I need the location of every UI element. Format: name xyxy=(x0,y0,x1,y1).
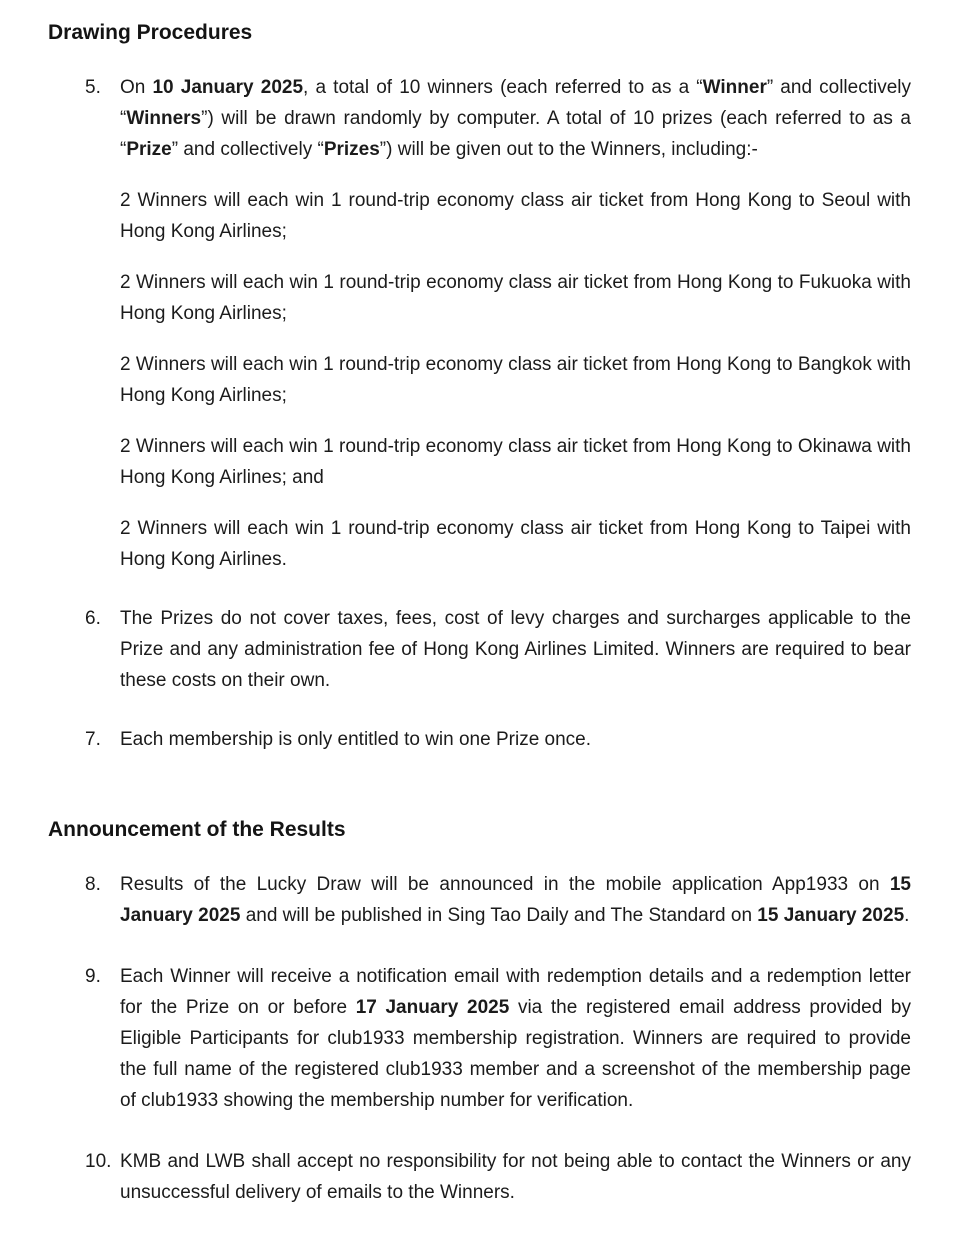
text-segment: Results of the Lucky Draw will be announced in the mobile application App1933 on xyxy=(120,874,890,895)
paragraph xyxy=(120,1146,911,1208)
text-segment: Prizes xyxy=(323,139,380,160)
paragraph xyxy=(120,72,911,165)
text-segment: 15 January 2025 xyxy=(120,874,911,926)
text-segment: Winner xyxy=(702,77,767,98)
text-segment: 17 January 2025 xyxy=(355,997,510,1018)
paragraph xyxy=(120,961,911,1116)
text-segment: ”) will be given out to the Winners, including:- xyxy=(379,139,758,160)
text-segment: 2 Winners will each win 1 round-trip economy class air ticket from Hong Kong to Fukuoka with Hong Kong Airlines; xyxy=(120,272,911,324)
list-item-9 xyxy=(85,961,911,1116)
list-item-10 xyxy=(85,1146,911,1208)
text-segment: Prize xyxy=(126,139,172,160)
item-number: 9. xyxy=(85,966,101,987)
item-content xyxy=(120,1146,911,1208)
list-item-6 xyxy=(85,603,911,696)
text-segment: 2 Winners will each win 1 round-trip economy class air ticket from Hong Kong to Taipei with Hong Kong Airlines. xyxy=(120,518,911,570)
list-item-7 xyxy=(85,724,911,755)
text-segment: , a total of 10 winners (each referred to as a “ xyxy=(303,77,703,98)
paragraph-prize-okinawa xyxy=(120,431,911,493)
section-heading: Drawing Procedures xyxy=(48,21,253,44)
item-content xyxy=(120,869,911,931)
text-segment: 10 January 2025 xyxy=(152,77,304,98)
text-segment: ”) will be drawn randomly by computer. A total of 10 prizes (each referred to as a “ xyxy=(120,108,911,160)
text-segment: . xyxy=(904,905,910,926)
paragraph-prize-bangkok xyxy=(120,349,911,411)
section-announcement-results xyxy=(48,817,911,1208)
paragraph xyxy=(120,869,911,931)
list-item-5 xyxy=(85,72,911,575)
text-segment: ” and collectively “ xyxy=(120,77,912,129)
item-number: 7. xyxy=(85,729,101,750)
list-item-8 xyxy=(85,869,911,931)
section-drawing-procedures xyxy=(48,20,911,755)
text-segment: 2 Winners will each win 1 round-trip economy class air ticket from Hong Kong to Seoul with Hong Kong Airlines; xyxy=(120,190,911,242)
text-segment: 2 Winners will each win 1 round-trip economy class air ticket from Hong Kong to Bangkok with Hong Kong Airlines; xyxy=(120,354,911,406)
paragraph-prize-seoul xyxy=(120,185,911,247)
text-segment: 15 January 2025 xyxy=(757,905,905,926)
text-segment: Winners xyxy=(126,108,202,129)
item-content xyxy=(120,724,911,755)
paragraph-prize-fukuoka xyxy=(120,267,911,329)
item-number: 6. xyxy=(85,608,101,629)
text-segment: Each Winner will receive a notification email with redemption details and a redemption letter for the Prize on or before xyxy=(120,966,911,1018)
text-segment: KMB and LWB shall accept no responsibility for not being able to contact the Winners or any unsuccessful delivery of emails to the Winners. xyxy=(120,1151,911,1203)
item-content xyxy=(120,961,911,1116)
section-heading: Announcement of the Results xyxy=(48,818,346,841)
item-content xyxy=(120,72,911,575)
text-segment: 2 Winners will each win 1 round-trip economy class air ticket from Hong Kong to Okinawa with Hong Kong Airlines; and xyxy=(120,436,911,488)
text-segment: and will be published in Sing Tao Daily and The Standard on xyxy=(240,905,758,926)
paragraph xyxy=(120,724,911,755)
item-number: 8. xyxy=(85,874,101,895)
paragraph-prize-taipei xyxy=(120,513,911,575)
item-number: 5. xyxy=(85,77,101,98)
text-segment: The Prizes do not cover taxes, fees, cost of levy charges and surcharges applicable to the Prize and any administration fee of Hong Kong Airlines Limited. Winners are required to bear these costs on their own. xyxy=(120,608,911,691)
paragraph xyxy=(120,603,911,696)
text-segment: via the registered email address provided by Eligible Participants for club1933 membership registration. Winners are required to provide the full name of the registered club1933 member and a screenshot of the membership page of club1933 showing the membership number for verification. xyxy=(120,997,912,1111)
text-segment: Each membership is only entitled to win one Prize once. xyxy=(120,729,592,750)
text-segment: ” and collectively “ xyxy=(171,139,324,160)
text-segment: On xyxy=(120,77,153,98)
item-content xyxy=(120,603,911,696)
item-number: 10. xyxy=(85,1151,112,1172)
